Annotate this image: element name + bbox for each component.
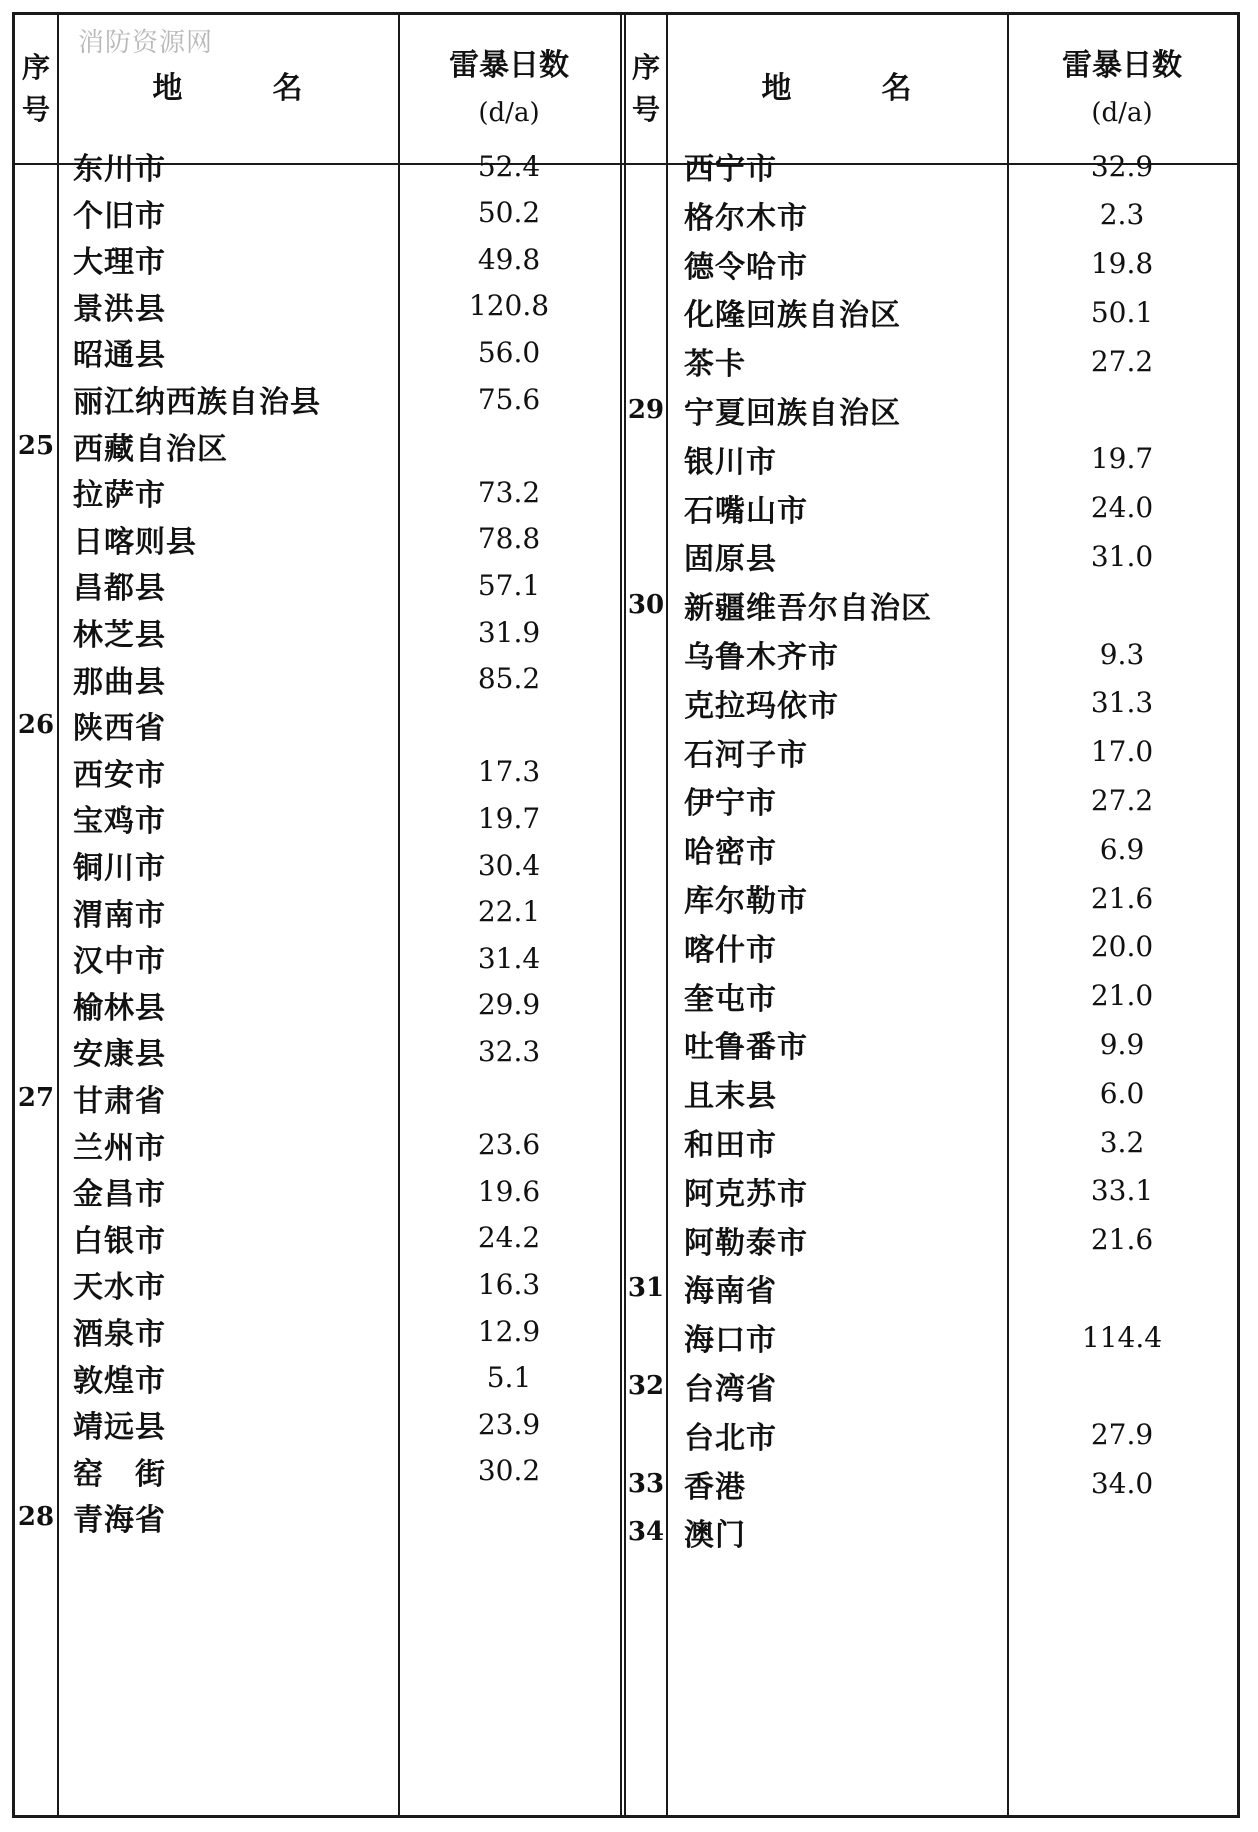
row-place-name: 东川市 — [73, 152, 166, 187]
row-thunderstorm-days: 50.1 — [1090, 295, 1154, 329]
row-place-name: 和田市 — [684, 1128, 777, 1163]
row-thunderstorm-days — [1007, 385, 1237, 435]
row-seq-number — [15, 234, 57, 284]
row-place-name: 化隆回族自治区 — [684, 298, 901, 334]
row-thunderstorm-days: 32.3 — [477, 1034, 541, 1068]
row-thunderstorm-days: 6.0 — [1099, 1076, 1145, 1110]
row-seq-number — [626, 1068, 666, 1118]
row-seq-number — [626, 239, 666, 289]
row-seq-number — [626, 434, 666, 484]
row-seq-number — [15, 980, 57, 1030]
row-thunderstorm-days: 78.8 — [477, 522, 541, 556]
row-seq-number — [626, 1019, 666, 1069]
row-thunderstorm-days: 31.9 — [477, 615, 541, 649]
row-place-name: 银川市 — [684, 444, 777, 480]
row-seq-number — [626, 141, 666, 191]
row-seq-number — [626, 1117, 666, 1167]
row-seq-number: 27 — [17, 1083, 55, 1113]
row-thunderstorm-days — [398, 421, 620, 471]
row-seq-number — [15, 1120, 57, 1170]
row-place-name: 昭通县 — [73, 338, 166, 374]
row-thunderstorm-days: 75.6 — [477, 382, 541, 416]
row-thunderstorm-days: 19.6 — [477, 1174, 541, 1208]
row-seq-number: 32 — [627, 1371, 665, 1401]
row-thunderstorm-days: 23.6 — [477, 1128, 541, 1162]
row-seq-number: 29 — [627, 395, 665, 425]
row-place-name: 西宁市 — [684, 152, 777, 187]
row-seq-number — [626, 678, 666, 728]
left-seq-divider — [57, 15, 59, 1815]
watermark: 消防资源网 — [78, 28, 214, 58]
row-thunderstorm-days: 57.1 — [477, 568, 541, 602]
right-seq-header: 序 号 — [631, 51, 660, 126]
row-place-name: 海南省 — [684, 1274, 777, 1310]
row-place-name: 铜川市 — [73, 851, 166, 886]
row-place-name: 台湾省 — [684, 1372, 777, 1407]
row-seq-number: 28 — [17, 1502, 55, 1533]
row-seq-number — [15, 1259, 57, 1309]
table-left-half — [15, 15, 620, 1815]
row-place-name: 金昌市 — [73, 1177, 166, 1213]
row-thunderstorm-days: 6.9 — [1099, 832, 1145, 866]
row-place-name: 新疆维吾尔自治区 — [684, 591, 932, 627]
row-place-name: 丽江纳西族自治县 — [73, 385, 321, 420]
row-thunderstorm-days: 33.1 — [1090, 1174, 1154, 1208]
row-thunderstorm-days: 3.2 — [1099, 1125, 1145, 1159]
row-seq-number — [15, 1353, 57, 1403]
row-thunderstorm-days: 49.8 — [477, 242, 541, 276]
row-thunderstorm-days: 56.0 — [477, 335, 541, 369]
row-place-name: 兰州市 — [73, 1130, 166, 1166]
row-place-name: 哈密市 — [684, 835, 777, 871]
row-thunderstorm-days: 27.9 — [1090, 1418, 1154, 1452]
row-thunderstorm-days — [1007, 1361, 1237, 1411]
row-place-name: 汉中市 — [73, 944, 166, 980]
row-seq-number — [626, 287, 666, 337]
row-seq-number: 34 — [627, 1517, 665, 1548]
row-seq-number — [626, 1312, 666, 1362]
row-thunderstorm-days — [1007, 1263, 1237, 1313]
table-right-half — [626, 15, 1237, 1815]
row-seq-number — [15, 141, 57, 191]
row-thunderstorm-days: 31.3 — [1090, 686, 1154, 720]
row-seq-number: 30 — [627, 590, 665, 621]
row-place-name: 日喀则县 — [73, 524, 197, 560]
row-place-name: 那曲县 — [73, 664, 166, 700]
row-place-name: 石河子市 — [684, 737, 808, 773]
row-thunderstorm-days: 30.2 — [477, 1454, 541, 1488]
row-place-name: 青海省 — [73, 1503, 166, 1539]
left-seq-header: 序 号 — [21, 51, 50, 126]
row-thunderstorm-days: 17.3 — [477, 755, 541, 789]
row-place-name: 白银市 — [73, 1223, 166, 1259]
row-seq-number — [15, 327, 57, 377]
row-thunderstorm-days: 30.4 — [477, 848, 541, 882]
row-seq-number — [626, 531, 666, 581]
row-place-name: 安康县 — [73, 1037, 166, 1073]
row-seq-number — [626, 971, 666, 1021]
row-place-name: 陕西省 — [73, 711, 166, 747]
row-thunderstorm-days: 52.4 — [477, 149, 541, 183]
row-thunderstorm-days: 31.0 — [1090, 539, 1154, 573]
row-thunderstorm-days: 85.2 — [477, 662, 541, 696]
row-place-name: 香港 — [684, 1469, 746, 1505]
row-place-name: 景洪县 — [73, 291, 166, 327]
row-thunderstorm-days: 19.7 — [477, 801, 541, 835]
row-place-name: 靖远县 — [73, 1410, 166, 1446]
row-place-name: 林芝县 — [73, 618, 166, 653]
row-place-name: 吐鲁番市 — [684, 1030, 808, 1066]
row-place-name: 库尔勒市 — [684, 884, 808, 919]
row-thunderstorm-days: 114.4 — [1081, 1320, 1163, 1354]
row-seq-number — [15, 1213, 57, 1263]
row-place-name: 茶卡 — [684, 347, 746, 383]
row-seq-number — [626, 1166, 666, 1216]
row-thunderstorm-days — [1007, 580, 1237, 630]
row-thunderstorm-days: 21.6 — [1090, 1223, 1154, 1257]
row-seq-number — [15, 747, 57, 797]
row-thunderstorm-days: 9.3 — [1099, 637, 1145, 671]
row-thunderstorm-days: 34.0 — [1090, 1467, 1154, 1501]
row-place-name: 乌鲁木齐市 — [684, 640, 839, 675]
row-seq-number — [15, 1306, 57, 1356]
row-place-name: 渭南市 — [73, 897, 166, 933]
row-place-name: 澳门 — [684, 1518, 746, 1554]
row-place-name: 酒泉市 — [73, 1317, 166, 1352]
row-place-name: 伊宁市 — [684, 786, 777, 822]
row-seq-number — [15, 560, 57, 610]
row-place-name: 奎屯市 — [684, 981, 777, 1017]
left-name-header: 地 名 — [152, 70, 303, 106]
row-thunderstorm-days: 24.0 — [1090, 491, 1154, 525]
row-thunderstorm-days: 19.7 — [1090, 442, 1154, 476]
row-seq-number — [626, 873, 666, 923]
row-thunderstorm-days — [398, 700, 620, 750]
row-seq-number — [626, 629, 666, 679]
row-seq-number — [626, 1410, 666, 1460]
row-place-name: 台北市 — [684, 1420, 777, 1456]
row-thunderstorm-days: 27.2 — [1090, 344, 1154, 378]
row-thunderstorm-days: 9.9 — [1099, 1027, 1145, 1061]
row-thunderstorm-days: 21.6 — [1090, 881, 1154, 915]
row-thunderstorm-days: 32.9 — [1090, 149, 1154, 183]
row-thunderstorm-days — [398, 1492, 620, 1542]
row-thunderstorm-days: 16.3 — [477, 1267, 541, 1301]
row-seq-number — [15, 793, 57, 843]
left-days-header: 雷暴日数 (d/a) — [449, 47, 569, 128]
row-thunderstorm-days: 2.3 — [1099, 198, 1145, 232]
row-thunderstorm-days: 120.8 — [468, 289, 550, 323]
row-place-name: 阿克苏市 — [684, 1176, 808, 1212]
row-place-name: 榆林县 — [73, 990, 166, 1026]
row-place-name: 天水市 — [73, 1270, 166, 1306]
row-seq-number — [626, 727, 666, 777]
row-thunderstorm-days: 21.0 — [1090, 979, 1154, 1013]
row-place-name: 德令哈市 — [684, 249, 808, 285]
row-seq-number — [15, 514, 57, 564]
row-place-name: 海口市 — [684, 1323, 777, 1359]
row-thunderstorm-days — [398, 1073, 620, 1123]
row-place-name: 甘肃省 — [73, 1084, 166, 1119]
row-place-name: 窑 街 — [73, 1456, 166, 1492]
row-seq-number — [15, 374, 57, 424]
row-thunderstorm-days: 23.9 — [477, 1407, 541, 1441]
row-seq-number — [626, 1215, 666, 1265]
row-seq-number — [15, 1166, 57, 1216]
row-thunderstorm-days: 19.8 — [1090, 247, 1154, 281]
row-seq-number — [626, 336, 666, 386]
row-seq-number — [15, 281, 57, 331]
row-seq-number — [15, 1026, 57, 1076]
row-thunderstorm-days — [1007, 1507, 1237, 1557]
row-seq-number — [626, 483, 666, 533]
row-place-name: 且末县 — [684, 1079, 777, 1115]
row-place-name: 喀什市 — [684, 932, 777, 968]
row-seq-number — [15, 1446, 57, 1496]
row-seq-number: 26 — [17, 710, 55, 741]
right-seq-divider — [666, 15, 668, 1815]
row-seq-number — [15, 933, 57, 983]
row-seq-number — [15, 654, 57, 704]
row-place-name: 个旧市 — [73, 198, 166, 234]
row-thunderstorm-days: 22.1 — [477, 895, 541, 929]
row-seq-number — [15, 1399, 57, 1449]
row-thunderstorm-days: 50.2 — [477, 196, 541, 230]
row-place-name: 宁夏回族自治区 — [684, 396, 901, 431]
row-seq-number — [626, 775, 666, 825]
row-seq-number — [626, 922, 666, 972]
right-name-header: 地 名 — [761, 70, 912, 106]
row-place-name: 大理市 — [73, 245, 166, 281]
row-place-name: 西藏自治区 — [73, 431, 228, 467]
row-place-name: 昌都县 — [73, 571, 166, 607]
row-place-name: 格尔木市 — [684, 200, 808, 236]
row-place-name: 宝鸡市 — [73, 804, 166, 840]
row-seq-number — [15, 188, 57, 238]
row-seq-number — [15, 840, 57, 890]
row-seq-number — [626, 190, 666, 240]
row-seq-number: 31 — [627, 1273, 665, 1304]
row-seq-number — [15, 607, 57, 657]
row-place-name: 敦煌市 — [73, 1363, 166, 1399]
row-thunderstorm-days: 5.1 — [486, 1361, 532, 1395]
row-seq-number — [15, 887, 57, 937]
row-place-name: 西安市 — [73, 757, 166, 793]
row-thunderstorm-days: 20.0 — [1090, 930, 1154, 964]
row-seq-number: 33 — [627, 1468, 665, 1499]
row-thunderstorm-days: 31.4 — [477, 941, 541, 975]
right-days-header: 雷暴日数 (d/a) — [1062, 47, 1182, 128]
row-place-name: 固原县 — [684, 542, 777, 578]
row-thunderstorm-days: 12.9 — [477, 1314, 541, 1348]
row-thunderstorm-days: 17.0 — [1090, 735, 1154, 769]
row-seq-number — [15, 467, 57, 517]
row-thunderstorm-days: 73.2 — [477, 475, 541, 509]
row-place-name: 阿勒泰市 — [684, 1225, 808, 1261]
row-place-name: 克拉玛依市 — [684, 688, 839, 724]
row-seq-number — [626, 824, 666, 874]
row-place-name: 拉萨市 — [73, 478, 166, 514]
row-seq-number: 25 — [17, 430, 55, 461]
row-thunderstorm-days: 29.9 — [477, 988, 541, 1022]
row-thunderstorm-days: 24.2 — [477, 1221, 541, 1255]
thunderstorm-days-table — [12, 12, 1240, 1818]
row-thunderstorm-days: 27.2 — [1090, 783, 1154, 817]
row-place-name: 石嘴山市 — [684, 493, 808, 529]
